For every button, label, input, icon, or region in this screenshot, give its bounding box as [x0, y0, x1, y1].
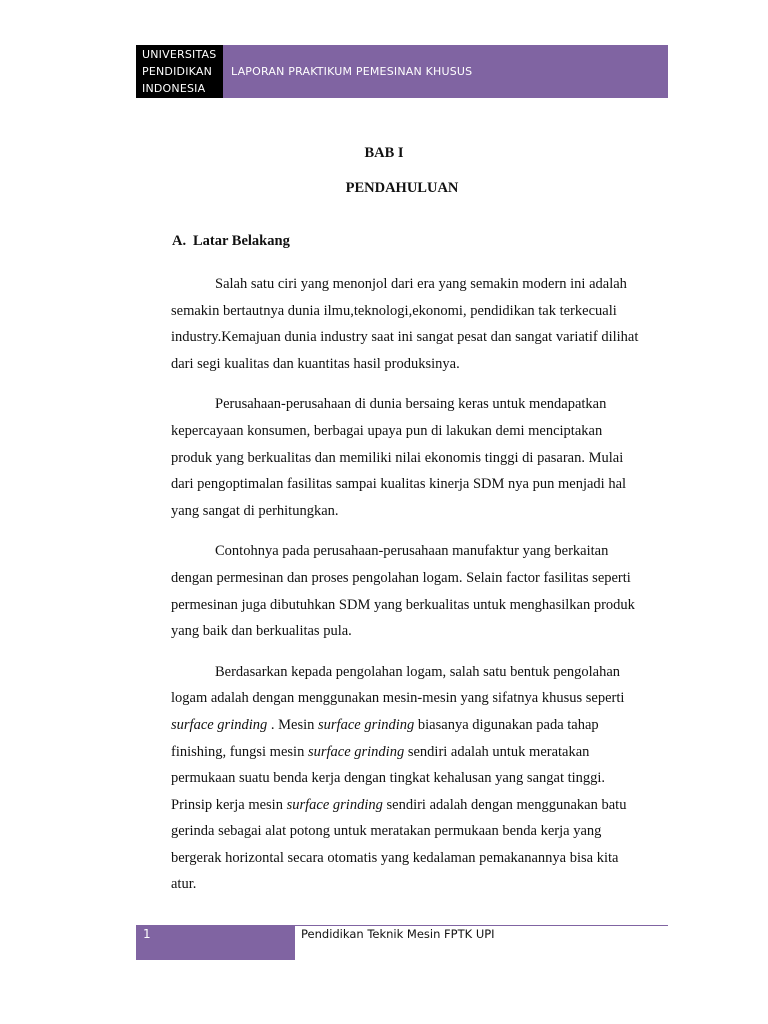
text-run: dari segi kualitas dan kuantitas hasil produksinya.	[171, 355, 460, 372]
paragraph	[171, 659, 671, 898]
text-line	[171, 391, 671, 418]
text-run: gerinda sebagai alat potong untuk meratakan permukaan benda kerja yang	[171, 823, 602, 840]
text-line	[171, 351, 671, 378]
text-line	[171, 871, 671, 898]
footer-text: Pendidikan Teknik Mesin FPTK UPI	[301, 927, 495, 941]
text-line	[171, 298, 671, 325]
text-run: yang baik dan berkualitas pula.	[171, 623, 352, 640]
text-run: Perusahaan-perusahaan di dunia bersaing keras untuk mendapatkan	[215, 396, 607, 413]
body-text	[171, 271, 671, 912]
text-line	[171, 565, 671, 592]
institution-line: UNIVERSITAS	[142, 48, 217, 61]
text-run: bergerak horizontal secara otomatis yang kedalaman pemakanannya bisa kita	[171, 849, 619, 866]
text-run: sendiri adalah untuk meratakan	[404, 743, 590, 760]
text-line	[171, 792, 671, 819]
text-run: atur.	[171, 876, 197, 893]
paragraph	[171, 271, 671, 377]
text-line	[171, 592, 671, 619]
section-title: Latar Belakang	[193, 233, 290, 249]
text-line	[171, 618, 671, 645]
text-line	[171, 271, 671, 298]
text-run: finishing, fungsi mesin	[171, 743, 308, 760]
text-run: permesinan juga dibutuhkan SDM yang berkualitas untuk menghasilkan produk	[171, 596, 635, 613]
text-line	[171, 445, 671, 472]
text-line	[171, 538, 671, 565]
text-run: Berdasarkan kepada pengolahan logam, salah satu bentuk pengolahan	[215, 663, 621, 680]
text-run: Prinsip kerja mesin	[171, 796, 287, 813]
page-header	[136, 45, 668, 98]
text-run: industry.Kemajuan dunia industry saat ini sangat pesat dan sangat variatif dilihat	[171, 329, 639, 346]
italic-term: surface grinding	[286, 796, 383, 813]
text-run: logam adalah dengan menggunakan mesin-mesin yang sifatnya khusus seperti	[171, 690, 625, 707]
text-run: kepercayaan konsumen, berbagai upaya pun di lakukan demi menciptakan	[171, 422, 603, 439]
text-run: . Mesin	[267, 716, 319, 733]
text-line	[171, 659, 671, 686]
text-line	[171, 471, 671, 498]
section-number: A.	[172, 233, 187, 249]
institution-block	[136, 45, 223, 98]
italic-term: surface grinding	[171, 716, 268, 733]
report-title: LAPORAN PRAKTIKUM PEMESINAN KHUSUS	[231, 65, 473, 78]
text-line	[171, 685, 671, 712]
text-line	[171, 498, 671, 525]
text-run: semakin bertautnya dunia ilmu,teknologi,ekonomi, pendidikan tak terkecuali	[171, 302, 617, 319]
text-run: dari pengoptimalan fasilitas sampai kualitas kinerja SDM nya pun menjadi hal	[171, 476, 627, 493]
italic-term: surface grinding	[318, 716, 415, 733]
page-number: 1	[136, 925, 295, 960]
text-run: permukaan suatu benda kerja dengan tingkat kehalusan yang sangat tinggi.	[171, 770, 606, 787]
text-line	[171, 739, 671, 766]
paragraph	[171, 391, 671, 524]
text-run: Salah satu ciri yang menonjol dari era yang semakin modern ini adalah	[215, 276, 627, 292]
text-line	[171, 765, 671, 792]
text-line	[171, 845, 671, 872]
text-run: Contohnya pada perusahaan-perusahaan manufaktur yang berkaitan	[215, 543, 609, 560]
text-run: biasanya digunakan pada tahap	[414, 716, 599, 733]
paragraph	[171, 538, 671, 644]
chapter-title: PENDAHULUAN	[345, 180, 459, 196]
italic-term: surface grinding	[307, 743, 405, 760]
text-run: sendiri adalah dengan menggunakan batu	[382, 796, 627, 813]
text-line	[171, 418, 671, 445]
text-line	[171, 818, 671, 845]
institution-line: PENDIDIKAN	[142, 65, 213, 78]
text-line	[171, 712, 671, 739]
chapter-number: BAB I	[364, 145, 404, 161]
section-heading	[172, 233, 290, 250]
text-run: produk yang berkualitas dan memiliki nilai ekonomis tinggi di pasaran. Mulai	[171, 449, 624, 466]
text-line	[171, 324, 671, 351]
institution-line: INDONESIA	[142, 82, 206, 95]
text-run: dengan permesinan dan proses pengolahan logam. Selain factor fasilitas seperti	[171, 569, 631, 586]
text-run: yang sangat di perhitungkan.	[171, 502, 339, 519]
